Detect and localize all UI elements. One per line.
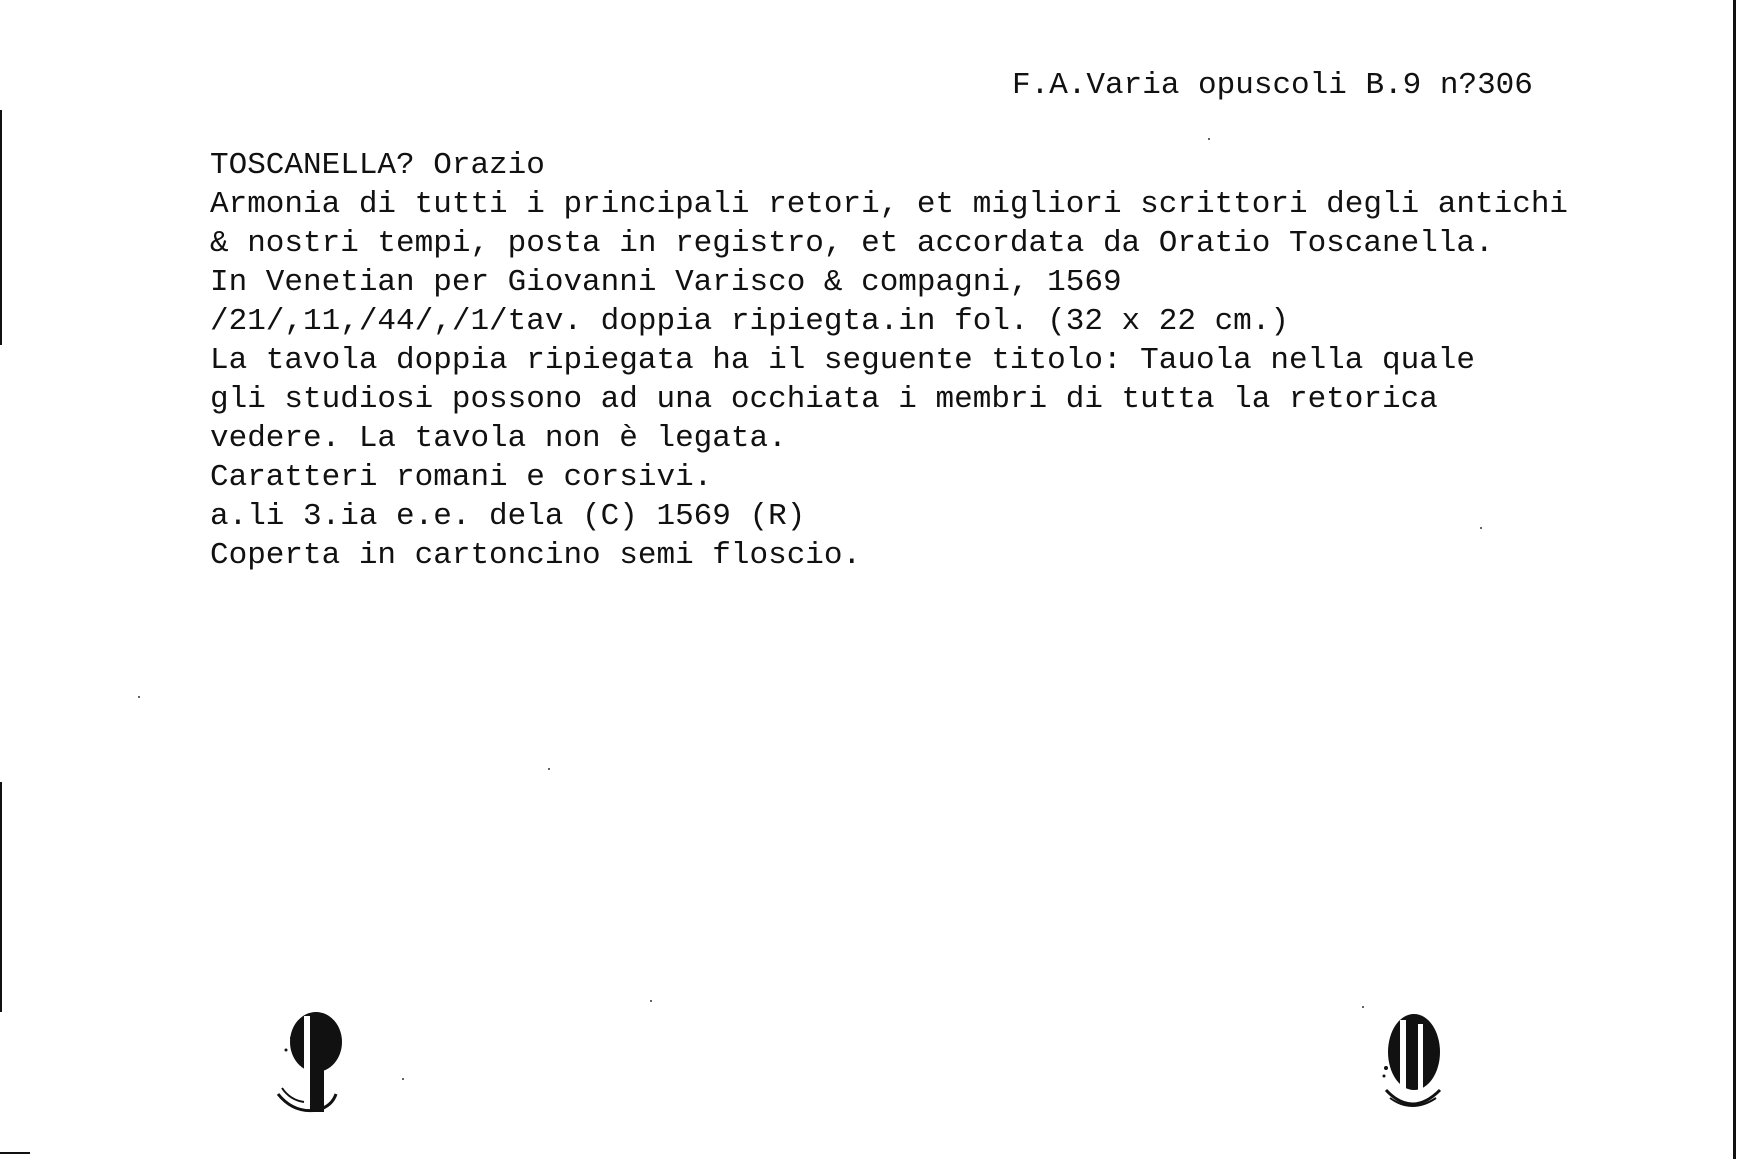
entry-collation: /21/,11,/44/,/1/tav. doppia ripiegta.in fol. (32 x 22 cm.): [210, 304, 1289, 339]
scan-speck: [1480, 527, 1482, 529]
entry-typeface: Caratteri romani e corsivi.: [210, 460, 713, 495]
entry-imprint: In Venetian per Giovanni Varisco & compagni, 1569: [210, 265, 1122, 300]
entry-note: vedere. La tavola non è legata.: [210, 421, 787, 456]
entry-note: La tavola doppia ripiegata ha il seguente titolo: Tauola nella quale: [210, 343, 1476, 378]
scan-speck: [1208, 138, 1210, 140]
scan-speck: [402, 1078, 404, 1080]
scan-speck: [650, 1000, 652, 1002]
card-edge-left-upper: [0, 110, 2, 345]
entry-note: gli studiosi possono ad una occhiata i membri di tutta la retorica: [210, 382, 1438, 417]
punch-hole-icon: [1374, 1010, 1454, 1120]
punch-hole-icon: [270, 1008, 350, 1118]
entry-provenance: a.li 3.ia e.e. dela (C) 1569 (R): [210, 499, 806, 534]
entry-title-line: Armonia di tutti i principali retori, et migliori scrittori degli antichi: [210, 187, 1569, 222]
card-edge-bottom: [0, 1152, 30, 1154]
card-edge-left-lower: [0, 782, 2, 1012]
scan-speck: [1362, 1006, 1364, 1008]
card-edge-right: [1733, 0, 1736, 1159]
entry-heading: TOSCANELLA? Orazio: [210, 148, 545, 183]
entry-binding: Coperta in cartoncino semi floscio.: [210, 538, 862, 573]
scan-speck: [138, 696, 140, 698]
shelfmark: F.A.Varia opuscoli B.9 n?306: [1012, 68, 1533, 103]
scan-speck: [548, 768, 550, 770]
catalog-entry: [210, 146, 1568, 575]
entry-title-line: & nostri tempi, posta in registro, et accordata da Oratio Toscanella.: [210, 226, 1494, 261]
